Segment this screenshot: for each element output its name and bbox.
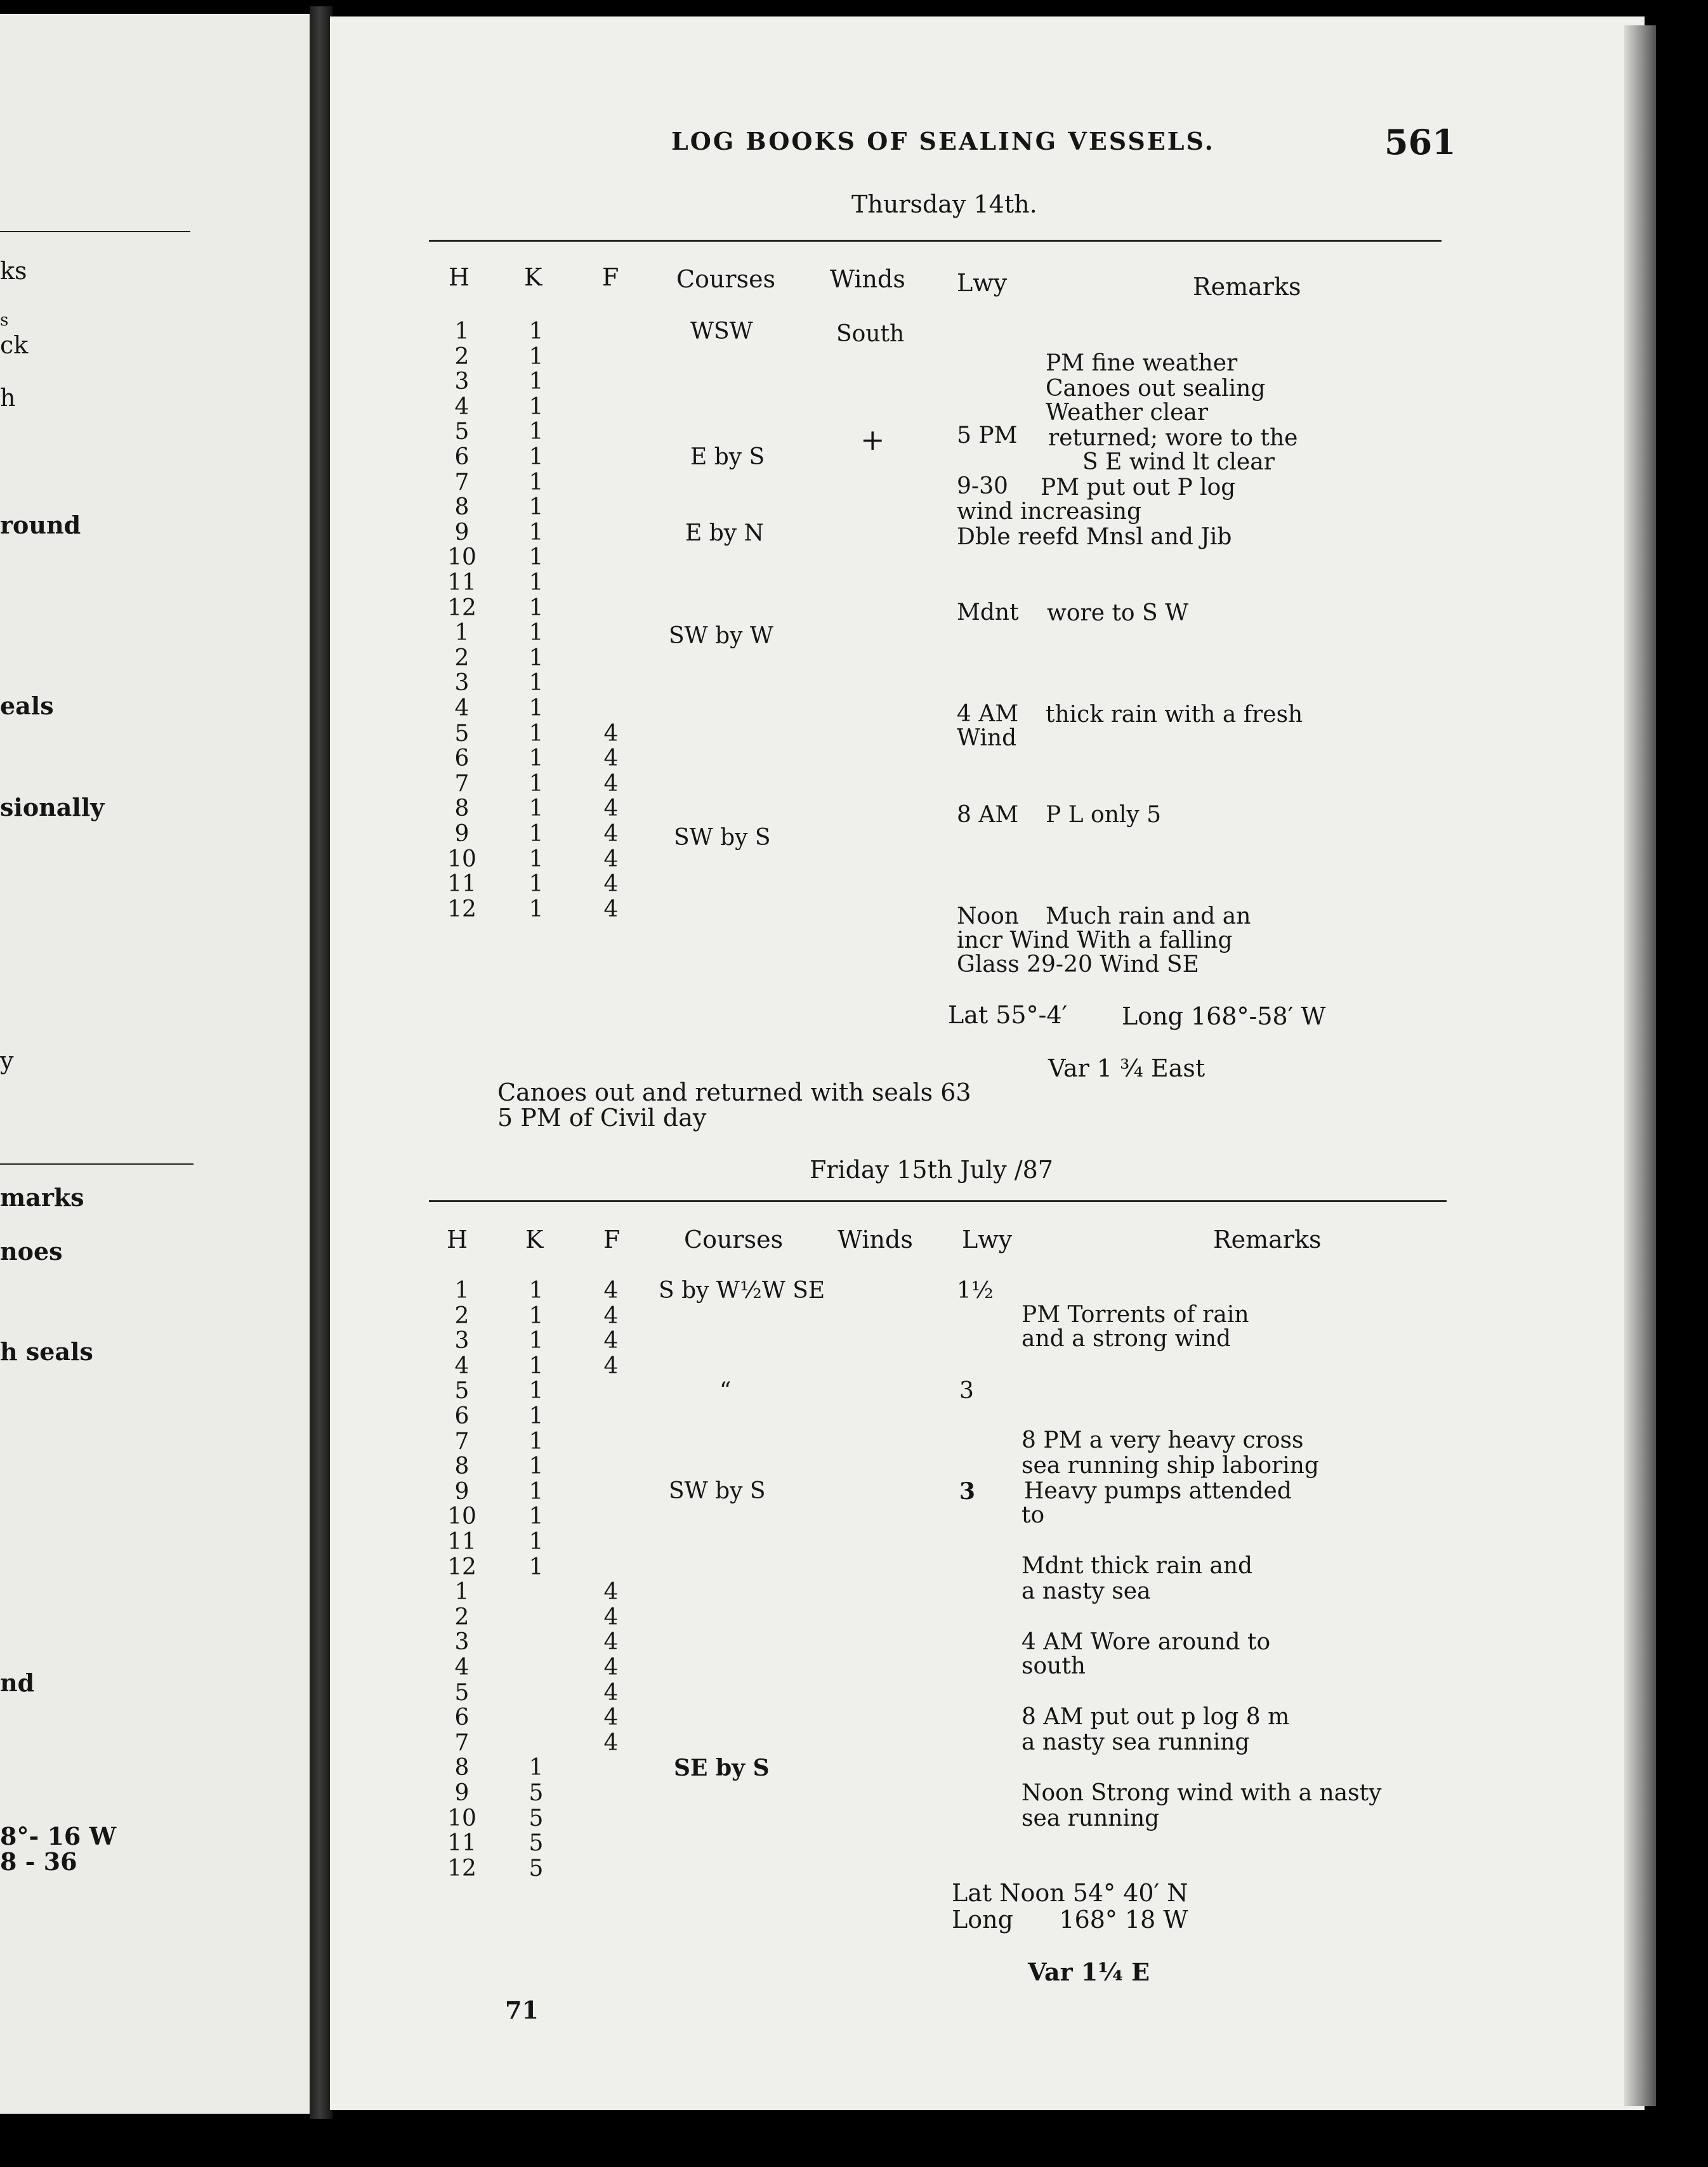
knot-cell: 1 xyxy=(529,544,544,571)
page-number: 561 xyxy=(1384,122,1456,162)
knot-cell: 5 xyxy=(529,1855,544,1882)
col-courses: Courses xyxy=(676,265,776,293)
remark-line: sea running xyxy=(1022,1805,1160,1831)
left-fragment: round xyxy=(0,511,81,539)
day2-lat: Lat Noon 54° 40′ N xyxy=(952,1879,1188,1907)
course-entry: SW by S xyxy=(674,825,771,851)
knot-cell: 1 xyxy=(529,369,544,395)
fathom-cell: 4 xyxy=(603,795,619,822)
page-edge xyxy=(1624,25,1656,2106)
col-lwy: Lwy xyxy=(957,269,1008,297)
remark-line: Glass 29-20 Wind SE xyxy=(957,952,1199,978)
hour-cell: 7 xyxy=(454,1428,470,1455)
hour-cell: 3 xyxy=(454,369,470,395)
hour-cell: 2 xyxy=(454,1604,470,1630)
hour-cell: 2 xyxy=(454,1302,470,1329)
knot-cell: 1 xyxy=(529,1554,544,1580)
col-winds: Winds xyxy=(838,1226,913,1254)
remark-line: Weather clear xyxy=(1046,400,1209,426)
knot-cell: 1 xyxy=(529,1328,544,1354)
fathom-cell: 4 xyxy=(603,745,619,772)
hour-cell: 1 xyxy=(454,318,470,344)
hour-cell: 9 xyxy=(454,821,470,847)
remark-line: Much rain and an xyxy=(1046,903,1251,929)
fathom-cell: 4 xyxy=(603,846,619,872)
fathom-cell: 4 xyxy=(603,1278,619,1304)
fathom-cell: 4 xyxy=(603,1352,619,1379)
knot-cell: 1 xyxy=(529,494,544,521)
fathom-cell: 4 xyxy=(603,1579,619,1606)
hour-cell: 11 xyxy=(447,871,476,898)
hour-cell: 10 xyxy=(447,1805,476,1831)
fathom-cell: 4 xyxy=(603,1679,619,1706)
knot-cell: 1 xyxy=(529,570,544,596)
hour-cell: 4 xyxy=(454,1352,470,1379)
fathom-cell: 4 xyxy=(603,770,619,797)
col-h: H xyxy=(447,1226,468,1254)
knot-cell: 1 xyxy=(529,343,544,370)
remark-line: Heavy pumps attended xyxy=(1024,1478,1292,1504)
hour-cell: 9 xyxy=(454,519,470,546)
knot-cell: 1 xyxy=(529,670,544,697)
day1-long: Long 168°-58′ W xyxy=(1122,1002,1326,1030)
knot-cell: 1 xyxy=(529,1755,544,1781)
knot-cell: 1 xyxy=(529,469,544,495)
left-fragment: nd xyxy=(0,1668,35,1697)
knot-cell: 1 xyxy=(529,1503,544,1530)
knot-cell: 1 xyxy=(529,795,544,822)
remark-line: 8 PM a very heavy cross xyxy=(1022,1427,1304,1453)
remark-line: wore to S W xyxy=(1047,600,1189,626)
course-entry: E by N xyxy=(685,520,765,546)
col-courses: Courses xyxy=(684,1226,784,1254)
day1-lat: Lat 55°-4′ xyxy=(948,1001,1068,1029)
knot-cell: 1 xyxy=(529,645,544,671)
hour-cell: 8 xyxy=(454,1755,470,1781)
hour-cell: 8 xyxy=(454,494,470,521)
hour-cell: 4 xyxy=(454,1654,470,1680)
wind-entry: South xyxy=(836,321,905,347)
fathom-cell: 4 xyxy=(603,1328,619,1354)
course-entry: SW by W xyxy=(669,623,773,649)
remark-line: 8 AM put out p log 8 m xyxy=(1022,1704,1290,1730)
hour-cell: 1 xyxy=(454,1278,470,1304)
day1-title: Thursday 14th. xyxy=(851,190,1037,218)
remark-line: a nasty sea xyxy=(1022,1578,1151,1604)
day2-variation: Var 1¼ E xyxy=(1028,1958,1150,1986)
knot-cell: 1 xyxy=(529,1378,544,1404)
folio: 71 xyxy=(505,1996,539,2024)
lwy-entry: 8 AM xyxy=(957,802,1019,828)
hour-cell: 2 xyxy=(454,343,470,370)
hour-cell: 12 xyxy=(447,594,476,621)
hour-cell: 2 xyxy=(454,645,470,671)
left-rule-top xyxy=(0,231,190,232)
fathom-cell: 4 xyxy=(603,1302,619,1329)
remark-line: 4 AM Wore around to xyxy=(1022,1629,1271,1655)
remark-line: wind increasing xyxy=(957,499,1142,525)
hour-cell: 5 xyxy=(454,720,470,747)
col-remarks: Remarks xyxy=(1193,273,1301,301)
remark-line: sea running ship laboring xyxy=(1022,1453,1319,1479)
remark-line: Noon Strong wind with a nasty xyxy=(1022,1780,1382,1806)
left-fragment: ks xyxy=(0,257,27,285)
lwy-entry: 1½ xyxy=(957,1278,994,1304)
remark-line: Dble reefd Mnsl and Jib xyxy=(957,524,1232,550)
hour-cell: 5 xyxy=(454,419,470,445)
day1-note: 5 PM of Civil day xyxy=(497,1104,707,1132)
knot-cell: 1 xyxy=(529,1529,544,1555)
remark-line: to xyxy=(1022,1502,1045,1528)
remark-line: S E wind lt clear xyxy=(1082,449,1275,475)
knot-cell: 1 xyxy=(529,1302,544,1329)
col-k: K xyxy=(525,1226,544,1254)
hour-cell: 6 xyxy=(454,1403,470,1429)
hour-cell: 1 xyxy=(454,620,470,646)
remark-line: PM Torrents of rain xyxy=(1022,1302,1249,1328)
hour-cell: 3 xyxy=(454,1328,470,1354)
knot-cell: 1 xyxy=(529,745,544,772)
book-gutter xyxy=(310,6,332,2119)
fathom-cell: 4 xyxy=(603,896,619,922)
left-rule-bottom xyxy=(0,1163,194,1165)
day1-note: Canoes out and returned with seals 63 xyxy=(497,1078,971,1106)
left-fragment: ck xyxy=(0,331,29,359)
hour-cell: 10 xyxy=(447,1503,476,1530)
left-fragment: h seals xyxy=(0,1337,93,1366)
day2-long: Long 168° 18 W xyxy=(952,1906,1188,1934)
fathom-cell: 4 xyxy=(603,1629,619,1656)
knot-cell: 1 xyxy=(529,393,544,420)
course-entry: SE by S xyxy=(674,1755,770,1781)
col-k: K xyxy=(524,263,542,291)
hour-cell: 12 xyxy=(447,896,476,922)
day1-variation: Var 1 ¾ East xyxy=(1048,1054,1205,1082)
day2-title: Friday 15th July /87 xyxy=(810,1156,1053,1184)
hour-cell: 5 xyxy=(454,1378,470,1404)
hour-cell: 6 xyxy=(454,745,470,772)
left-fragment: 8°- 16 W xyxy=(0,1822,117,1850)
hour-cell: 11 xyxy=(447,1529,476,1555)
hour-cell: 9 xyxy=(454,1780,470,1806)
hour-cell: 8 xyxy=(454,1453,470,1480)
knot-cell: 5 xyxy=(529,1780,544,1806)
day1-rule xyxy=(429,240,1442,242)
lwy-entry: Noon xyxy=(957,903,1020,929)
hour-cell: 3 xyxy=(454,1629,470,1656)
left-fragment: marks xyxy=(0,1183,84,1212)
col-f: F xyxy=(602,263,619,291)
hour-cell: 9 xyxy=(454,1478,470,1505)
knot-cell: 5 xyxy=(529,1830,544,1857)
knot-cell: 1 xyxy=(529,444,544,470)
knot-cell: 1 xyxy=(529,695,544,721)
knot-cell: 1 xyxy=(529,896,544,922)
col-h: H xyxy=(449,263,470,291)
left-fragment: 8 - 36 xyxy=(0,1847,77,1876)
course-entry: E by S xyxy=(690,444,765,470)
hour-cell: 7 xyxy=(454,469,470,495)
remark-line: returned; wore to the xyxy=(1048,425,1298,451)
hour-cell: 8 xyxy=(454,795,470,822)
col-winds: Winds xyxy=(830,265,905,293)
running-head: LOG BOOKS OF SEALING VESSELS. xyxy=(671,127,1215,155)
remark-line: Canoes out sealing xyxy=(1046,376,1266,402)
remark-line: Mdnt thick rain and xyxy=(1022,1553,1253,1579)
remark-line: P L only 5 xyxy=(1046,802,1162,828)
knot-cell: 1 xyxy=(529,871,544,898)
remark-line: PM put out P log xyxy=(1041,475,1236,501)
remark-line: south xyxy=(1022,1653,1086,1679)
left-fragment: eals xyxy=(0,691,54,720)
hour-cell: 4 xyxy=(454,695,470,721)
lwy-entry: 4 AM xyxy=(957,701,1019,727)
knot-cell: 1 xyxy=(529,1403,544,1429)
remark-line: PM fine weather xyxy=(1046,350,1238,376)
hour-cell: 10 xyxy=(447,846,476,872)
fathom-cell: 4 xyxy=(603,1604,619,1630)
col-remarks: Remarks xyxy=(1213,1226,1322,1254)
knot-cell: 1 xyxy=(529,620,544,646)
left-fragment: noes xyxy=(0,1237,63,1266)
left-fragment: sionally xyxy=(0,793,105,822)
knot-cell: 1 xyxy=(529,770,544,797)
hour-cell: 5 xyxy=(454,1679,470,1706)
remark-line: a nasty sea running xyxy=(1022,1729,1250,1755)
knot-cell: 1 xyxy=(529,1478,544,1505)
knot-cell: 5 xyxy=(529,1805,544,1831)
hour-cell: 11 xyxy=(447,1830,476,1857)
lwy-entry: 5 PM xyxy=(957,422,1018,448)
hour-cell: 4 xyxy=(454,393,470,420)
remark-line: incr Wind With a falling xyxy=(957,927,1233,953)
course-entry: “ xyxy=(719,1378,732,1404)
left-fragment: s xyxy=(0,311,9,330)
fathom-cell: 4 xyxy=(603,1729,619,1756)
knot-cell: 1 xyxy=(529,1352,544,1379)
left-fragment: y xyxy=(0,1047,14,1075)
knot-cell: 1 xyxy=(529,318,544,344)
hour-cell: 6 xyxy=(454,444,470,470)
hour-cell: 7 xyxy=(454,770,470,797)
remark-line: and a strong wind xyxy=(1022,1326,1232,1352)
fathom-cell: 4 xyxy=(603,720,619,747)
col-f: F xyxy=(603,1226,621,1254)
day2-rule xyxy=(429,1200,1447,1202)
lwy-entry: Mdnt xyxy=(957,599,1019,625)
fathom-cell: 4 xyxy=(603,871,619,898)
wind-entry: + xyxy=(860,422,885,457)
course-entry: WSW xyxy=(690,318,753,344)
knot-cell: 1 xyxy=(529,419,544,445)
lwy-entry: 3 xyxy=(959,1478,976,1505)
fathom-cell: 4 xyxy=(603,821,619,847)
knot-cell: 1 xyxy=(529,594,544,621)
hour-cell: 11 xyxy=(447,570,476,596)
knot-cell: 1 xyxy=(529,1453,544,1480)
knot-cell: 1 xyxy=(529,720,544,747)
course-entry: SW by S xyxy=(669,1478,766,1504)
hour-cell: 1 xyxy=(454,1579,470,1606)
knot-cell: 1 xyxy=(529,1428,544,1455)
fathom-cell: 4 xyxy=(603,1654,619,1680)
knot-cell: 1 xyxy=(529,1278,544,1304)
hour-cell: 12 xyxy=(447,1554,476,1580)
left-fragment: h xyxy=(0,384,16,412)
lwy-entry: 3 xyxy=(959,1378,974,1404)
remark-line: thick rain with a fresh xyxy=(1046,702,1303,728)
knot-cell: 1 xyxy=(529,846,544,872)
lwy-entry: 9-30 xyxy=(957,473,1008,499)
left-page xyxy=(0,14,310,2114)
hour-cell: 3 xyxy=(454,670,470,697)
hour-cell: 6 xyxy=(454,1705,470,1731)
hour-cell: 12 xyxy=(447,1855,476,1882)
knot-cell: 1 xyxy=(529,519,544,546)
col-lwy: Lwy xyxy=(962,1226,1013,1254)
hour-cell: 7 xyxy=(454,1729,470,1756)
course-entry: S by W½W SE xyxy=(659,1278,825,1304)
lwy-entry: Wind xyxy=(957,725,1017,751)
knot-cell: 1 xyxy=(529,821,544,847)
fathom-cell: 4 xyxy=(603,1705,619,1731)
hour-cell: 10 xyxy=(447,544,476,571)
